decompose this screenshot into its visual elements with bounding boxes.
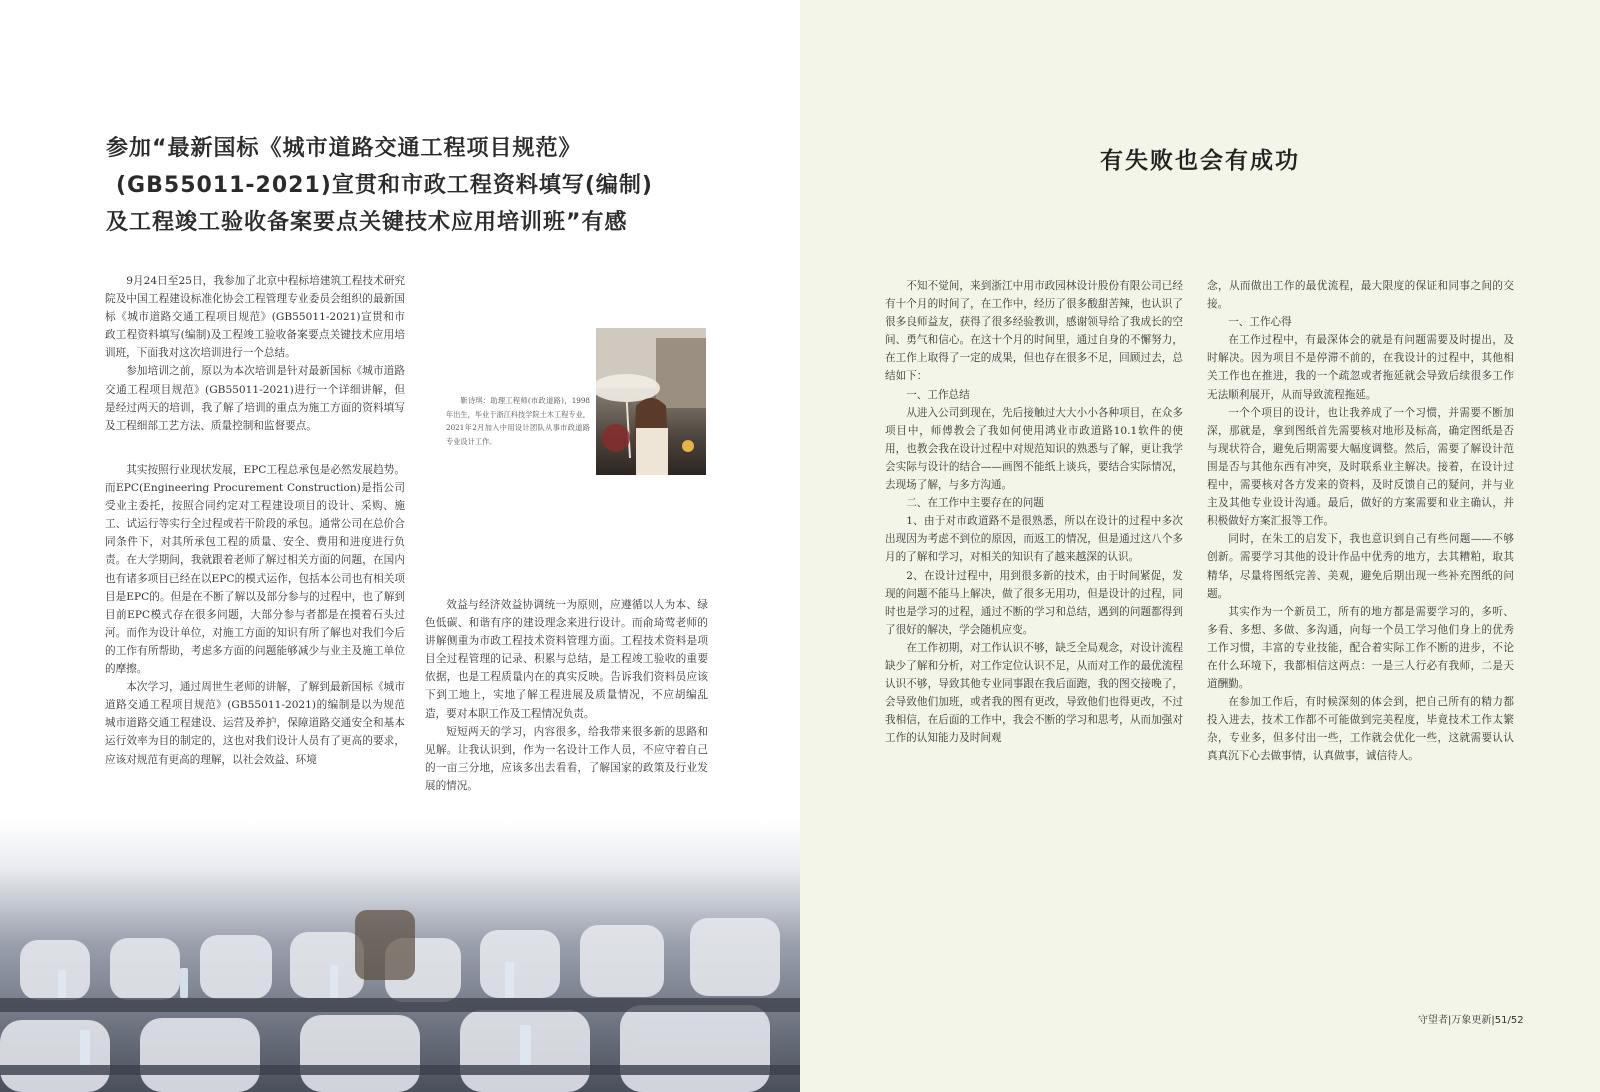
- caption-text: 靳诗琪：助理工程师(市政道路)，1998年出生，毕业于浙江科技学院土木工程专业，2021年2月加入中用设计团队从事市政道路专业设计工作。: [446, 396, 590, 446]
- left-column-second: [425, 596, 708, 795]
- paragraph: 短短两天的学习，内容很多，给我带来很多新的思路和见解。让我认识到，作为一名设计工作人员，不应守着自己的一亩三分地，应该多出去看看，了解国家的政策及行业发展的情况。: [425, 725, 708, 792]
- article-title: [106, 130, 716, 241]
- page-footer: 守望者|万象更新|51/52: [1418, 1015, 1524, 1026]
- paragraph: 不知不觉间，来到浙江中用市政园林设计股份有限公司已经有十个月的时间了，在工作中，经历了很多酸甜苦辣，也认识了很多良师益友，获得了很多经验教训，感谢领导给了我成长的空间、勇气和信心。在这十个月的时间里，通过自身的不懈努力，在工作上取得了一定的成果，但也存在很多不足，回顾过去，总结如下：: [885, 280, 1183, 383]
- portrait-illustration: [596, 328, 706, 475]
- paragraph: 在工作初期，对工作认识不够，缺乏全局观念，对设计流程缺少了解和分析，对工作定位认识不足，从而对工作的最优流程认识不够，导致其他专业同事跟在我后面跑，我的图交接晚了，会导致他们加班，或者我的图有更改，导致他们也得更改，不过我相信，在后面的工作中，我会不断的学习和思考，从而加强对工作的认知能力及时间观: [885, 641, 1183, 745]
- article-title-line-1: 参加“最新国标《城市道路交通工程项目规范》: [106, 136, 582, 161]
- paragraph: 其实作为一个新员工，所有的地方都是需要学习的，多听、多看、多想、多做、多沟通，向每一个员工学习他们身上的优秀工作习惯，丰富的专业技能，配合着实际工作不断的进步，不论在什么环境下，我都相信这两点：一是三人行必有我师，二是天道酬勤。: [1207, 605, 1514, 691]
- section-heading: 一、工作总结: [906, 388, 970, 401]
- paragraph: 从进入公司到现在，先后接触过大大小小各种项目，在众多项目中，师傅教会了我如何使用鸿业市政道路10.1软件的使用，也教会我在设计过程中对规范知识的熟悉与了解，更让我学会实际与设计的结合——画图不能纸上谈兵，要结合实际情况，去现场了解，与多方沟通。: [885, 406, 1183, 492]
- right-column-first: [885, 277, 1183, 747]
- author-portrait-photo: [596, 328, 706, 475]
- paragraph: 本次学习，通过周世生老师的讲解，了解到最新国标《城市道路交通工程项目规范》(GB55011-2021)的编制是以为规范城市道路交通工程建设、运营及养护，保障道路交通安全和基本运行效率为目的制定的，这也对我们设计人员有了更高的要求，应该对规范有更高的理解，以社会效益、环境: [105, 681, 405, 766]
- paragraph: 1、由于对市政道路不是很熟悉，所以在设计的过程中多次出现因为考虑不到位的原因，而返工的情况，但是通过这八个多月的了解和学习，对相关的知识有了越来越深的认识。: [885, 515, 1183, 564]
- author-caption: [446, 394, 590, 448]
- paragraph: 同时，在朱工的启发下，我也意识到自己有些问题——不够创新。需要学习其他的设计作品中优秀的地方，去其糟粕，取其精华，尽量将图纸完善、美观，避免后期出现一些补充图纸的问题。: [1207, 533, 1514, 600]
- conference-room-illustration: [0, 820, 800, 1092]
- article-title-line-3: 及工程竣工验收备案要点关键技术应用培训班”有感: [106, 210, 628, 235]
- paragraph: 2、在设计过程中，用到很多新的技术，由于时间紧促，发现的问题不能马上解决，做了很多无用功，但是设计的过程，同时也是学习的过程，通过不断的学习和总结，遇到的问题都得到了很好的解决，学会随机应变。: [885, 569, 1183, 636]
- paragraph: 在工作过程中，有最深体会的就是有问题需要及时提出，及时解决。因为项目不是停滞不前的，在我设计的过程中，其他相关工作也在推进，我的一个疏忽或者拖延就会导致后续很多工作无法顺利展开，从而导致流程拖延。: [1207, 334, 1514, 401]
- paragraph: 在参加工作后，有时候深刻的体会到，把自己所有的精力都投入进去，技术工作都不可能做到完美程度，毕竟技术工作太繁杂，专业多，但多付出一些，工作就会优化一些，这就需要认认真真沉下心去做事情，认真做事，诚信待人。: [1207, 696, 1514, 763]
- article-title-line-2: (GB55011-2021)宣贯和市政工程资料填写(编制): [116, 173, 653, 198]
- paragraph: 9月24日至25日，我参加了北京中程标培建筑工程技术研究院及中国工程建设标准化协会工程管理专业委员会组织的最新国标《城市道路交通工程项目规范》(GB55011-2021)宣贯和市政工程资料填写(编制)及工程竣工验收备案要点关键技术应用培训班，下面我对这次培训进行一个总结。: [105, 275, 405, 360]
- left-column-top: [105, 272, 405, 435]
- section-heading: 一、工作心得: [1228, 316, 1292, 329]
- paragraph: 念，从而做出工作的最优流程，最大限度的保证和同事之间的交接。: [1207, 280, 1514, 311]
- paragraph: 效益与经济效益协调统一为原则，应遵循以人为本、绿色低碳、和谐有序的建设理念来进行设计。而俞琦莺老师的讲解侧重为市政工程技术资料管理方面。工程技术资料是项目全过程管理的记录、积累与总结，是工程竣工验收的重要依据，也是工程质量内在的真实反映。告诉我们资料员应该下到工地上，实地了解工程进展及质量情况，不应胡编乱造，要对本职工作及工程情况负责。: [425, 599, 708, 720]
- left-column-bottom: [105, 461, 405, 769]
- conference-room-photo: [0, 820, 800, 1092]
- paragraph: 一个个项目的设计，也让我养成了一个习惯，并需要不断加深，那就是，拿到图纸首先需要核对地形及标高，确定图纸是否与现状符合，避免后期需要大幅度调整。然后，需要了解设计范围是否与其他东西有冲突，及时联系业主解决。接着，在设计过程中，需要核对各方发来的资料，及时反馈自己的疑问，并与业主及其他专业设计沟通。最后，做好的方案需要和业主确认，并积极做好方案汇报等工作。: [1207, 406, 1514, 528]
- paragraph: 其实按照行业现状发展，EPC工程总承包是必然发展趋势。而EPC(Engineering Procurement Construction)是指公司受业主委托，按照合同约定对工程建设项目的设计、采购、施工、试运行等实行全过程或若干阶段的承包。通常公司在总价合同条件下，对其所承包工程的质量、安全、费用和进度进行负责。在大学期间，我就跟着老师了解过相关方面的问题，在国内也有诸多项目已经在以EPC的模式运作，包括本公司也有相关项目是EPC的。但是在不断了解以及部分参与的过程中，也了解到目前EPC模式存在很多问题，大部分参与者都是在摸着石头过河。而作为设计单位，对施工方面的知识有所了解也对我们今后的工作有所帮助，考虑多方面的问题能够减少与业主及施工单位的摩擦。: [105, 464, 405, 676]
- right-article-title: 有失败也会有成功: [1100, 148, 1300, 174]
- right-column-second: [1207, 277, 1514, 766]
- section-heading: 二、在工作中主要存在的问题: [906, 497, 1044, 510]
- paragraph: 参加培训之前，原以为本次培训是针对最新国标《城市道路交通工程项目规范》(GB55011-2021)进行一个详细讲解，但是经过两天的培训，我了解了培训的重点为施工方面的资料填写及工程细部工艺方法、质量控制和监督要点。: [105, 365, 405, 432]
